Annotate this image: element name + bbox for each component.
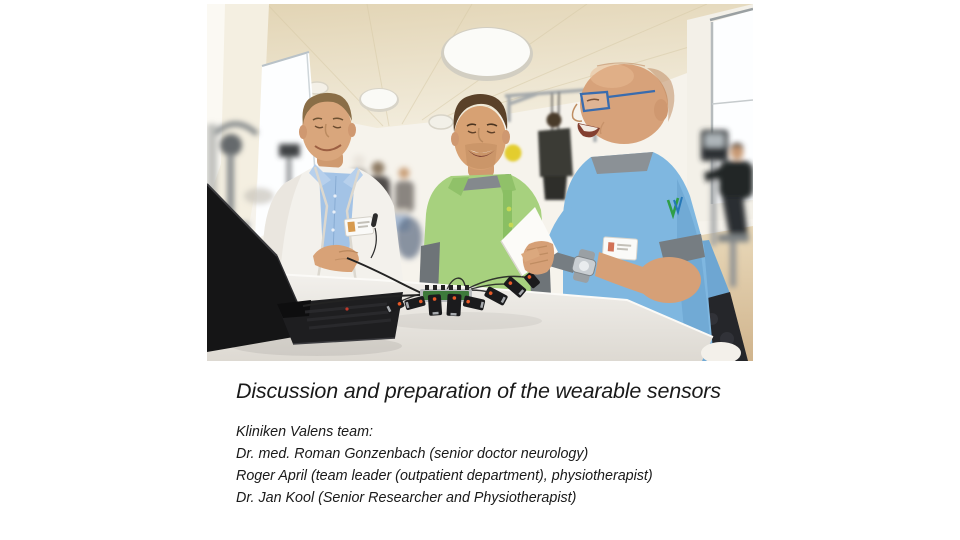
team-list — [236, 421, 653, 509]
team-member-3: Dr. Jan Kool (Senior Researcher and Physiotherapist) — [236, 490, 577, 506]
team-member-1: Dr. med. Roman Gonzenbach (senior doctor neurology) — [236, 446, 589, 462]
team-photo-graphic — [207, 4, 753, 361]
name-badge-doctor — [344, 217, 374, 237]
team-member-2: Roger April (team leader (outpatient department), physiotherapist) — [236, 468, 653, 484]
team-heading: Kliniken Valens team: — [236, 424, 373, 440]
photo-caption: Discussion and preparation of the wearable sensors — [236, 379, 721, 403]
team-photo — [207, 4, 753, 361]
gym-ball — [505, 145, 522, 162]
trackpoint — [345, 307, 348, 310]
